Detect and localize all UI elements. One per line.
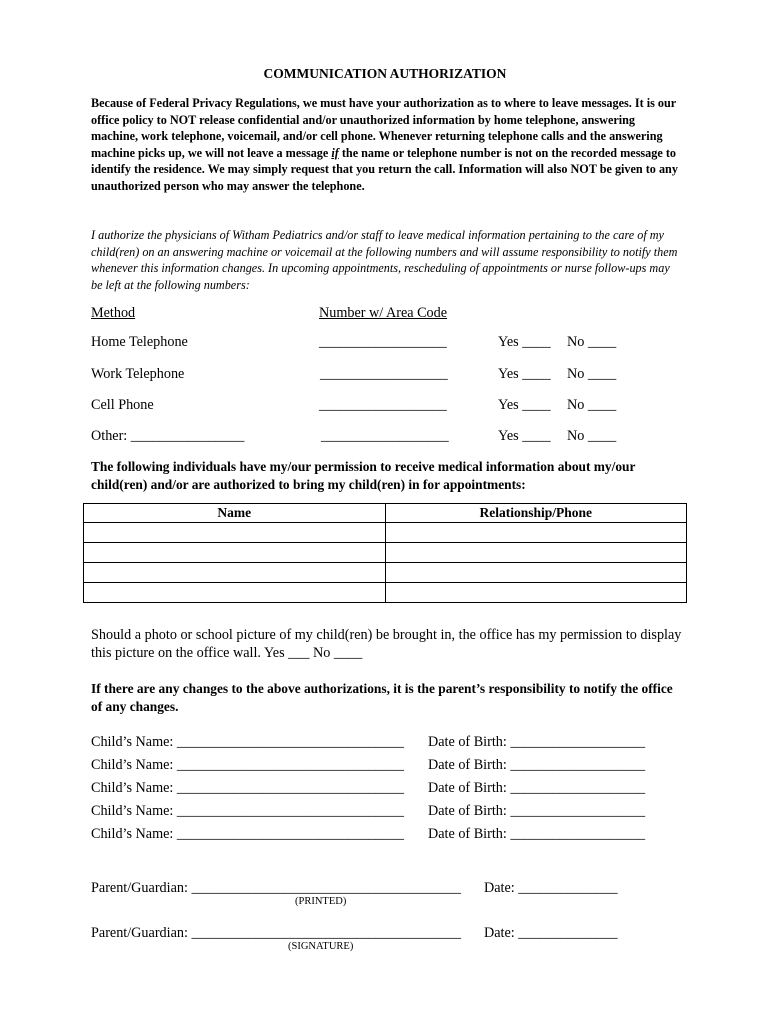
- method-label: Home Telephone: [91, 334, 188, 350]
- number-field[interactable]: __________________: [319, 334, 447, 350]
- name-cell[interactable]: [84, 583, 386, 603]
- child-dob-field[interactable]: Date of Birth: ___________________: [428, 826, 646, 842]
- relationship-column-header: Relationship/Phone: [385, 504, 687, 523]
- authorization-statement: I authorize the physicians of Witham Pediatrics and/or staff to leave medical information pertaining to the care of my child(ren) on an answering machine or voicemail at the following numbers and will assume responsibility to notify them whenever this information changes. In upcoming appointments, rescheduling of appointments or nurse follow-ups may be left at the following numbers:: [91, 228, 678, 292]
- table-row: [84, 563, 687, 583]
- child-name-field[interactable]: Child’s Name: ________________________________: [91, 803, 404, 819]
- no-field[interactable]: No ____: [567, 334, 617, 350]
- relationship-cell[interactable]: [385, 543, 687, 563]
- guardian-printed-date-field[interactable]: Date: ______________: [484, 880, 618, 896]
- table-row: [84, 523, 687, 543]
- photo-permission[interactable]: Should a photo or school picture of my child(ren) be brought in, the office has my permission to display this picture on the office wall. Yes ___ No ____: [91, 627, 682, 661]
- child-dob-field[interactable]: Date of Birth: ___________________: [428, 780, 646, 796]
- child-dob-field[interactable]: Date of Birth: ___________________: [428, 803, 646, 819]
- relationship-cell[interactable]: [385, 563, 687, 583]
- table-row: [84, 543, 687, 563]
- privacy-notice-emphasis: if: [331, 145, 339, 160]
- method-label[interactable]: Other: ________________: [91, 428, 245, 444]
- authorized-individuals-table: [83, 503, 687, 603]
- number-field[interactable]: __________________: [321, 428, 449, 444]
- name-cell[interactable]: [84, 563, 386, 583]
- method-header: Method: [91, 305, 136, 321]
- yes-field[interactable]: Yes ____: [498, 334, 551, 350]
- signature-caption: (SIGNATURE): [288, 941, 354, 952]
- number-field[interactable]: __________________: [319, 397, 447, 413]
- child-dob-field[interactable]: Date of Birth: ___________________: [428, 757, 646, 773]
- privacy-notice-part1: Because of Federal Privacy Regulations, we must have your authorization as to where to leave messages. It is our office policy to NOT release confidential and/or unauthorized information by home telephone, answering machine, work telephone, voicemail, and/or cell phone. Whenever returning telephone calls and the answering machine picks up, we will not leave a message: [91, 96, 676, 160]
- relationship-cell[interactable]: [385, 523, 687, 543]
- yes-field[interactable]: Yes ____: [498, 397, 551, 413]
- child-dob-field[interactable]: Date of Birth: ___________________: [428, 734, 646, 750]
- relationship-cell[interactable]: [385, 583, 687, 603]
- name-column-header: Name: [84, 504, 386, 523]
- child-name-field[interactable]: Child’s Name: ________________________________: [91, 780, 404, 796]
- number-header: Number w/ Area Code: [319, 305, 448, 321]
- name-cell[interactable]: [84, 543, 386, 563]
- yes-field[interactable]: Yes ____: [498, 366, 551, 382]
- changes-notice: If there are any changes to the above authorizations, it is the parent’s responsibility to notify the office of any changes.: [91, 681, 673, 714]
- guardian-signature-date-field[interactable]: Date: ______________: [484, 925, 618, 941]
- child-name-field[interactable]: Child’s Name: ________________________________: [91, 734, 404, 750]
- table-row: [84, 583, 687, 603]
- yes-field[interactable]: Yes ____: [498, 428, 551, 444]
- method-label: Cell Phone: [91, 397, 154, 413]
- printed-caption: (PRINTED): [295, 896, 347, 907]
- form-title: COMMUNICATION AUTHORIZATION: [263, 66, 507, 81]
- no-field[interactable]: No ____: [567, 428, 617, 444]
- name-cell[interactable]: [84, 523, 386, 543]
- guardian-printed-name-field[interactable]: Parent/Guardian: ______________________________________: [91, 880, 462, 896]
- guardian-signature-field[interactable]: Parent/Guardian: ______________________________________: [91, 925, 462, 941]
- table-header-row: [84, 504, 687, 523]
- permission-statement: The following individuals have my/our permission to receive medical information about my/our child(ren) and/or are authorized to bring my child(ren) in for appointments:: [91, 459, 636, 492]
- number-field[interactable]: __________________: [320, 366, 448, 382]
- privacy-notice-part2: the name or telephone number is not on the recorded message to identify the residence. We may simply request that you return the call. Information will also NOT be given to any unauthorized person who may answer the telephone.: [91, 145, 678, 193]
- child-name-field[interactable]: Child’s Name: ________________________________: [91, 757, 404, 773]
- method-label: Work Telephone: [91, 366, 185, 382]
- child-name-field[interactable]: Child’s Name: ________________________________: [91, 826, 404, 842]
- privacy-notice: [91, 95, 681, 194]
- no-field[interactable]: No ____: [567, 366, 617, 382]
- no-field[interactable]: No ____: [567, 397, 617, 413]
